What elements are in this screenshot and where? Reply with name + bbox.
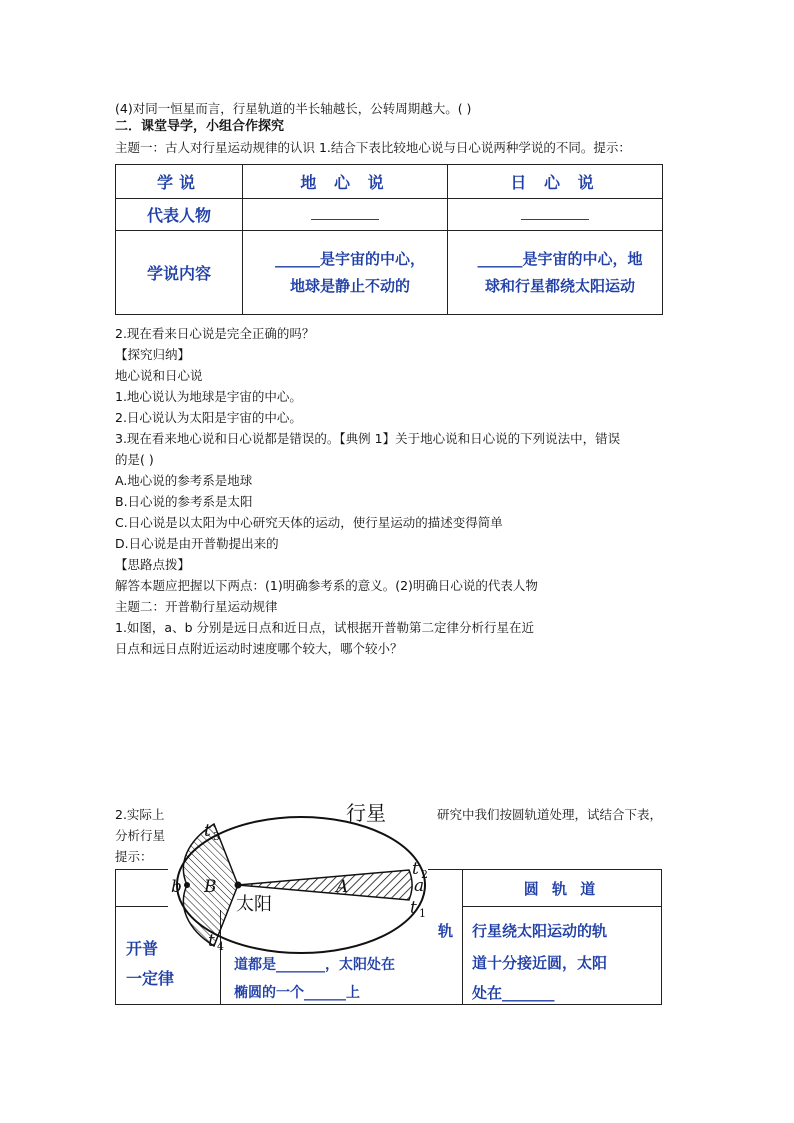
- header-geocentric: 地 心 说: [243, 165, 448, 199]
- topic-two-q1-cont: 日点和远日点附近运动时速度哪个较大，哪个较小？: [115, 641, 403, 656]
- summary-title: 地心说和日心说: [115, 368, 203, 383]
- svg-text:t: t: [412, 859, 419, 879]
- summary-heading: 【探究归纳】: [115, 347, 191, 362]
- header-circular-orbit: 圆 轨 道: [523, 880, 600, 898]
- question-4: (4)对同一恒星而言，行星轨道的半长轴越长，公转周期越大。( ): [115, 101, 472, 116]
- point-b-marker: [184, 882, 190, 888]
- hint-heading: 【思路点拨】: [115, 557, 191, 572]
- svg-text:t: t: [410, 898, 417, 918]
- circle-text-3: 处在_______: [472, 984, 555, 1002]
- option-a: A.地心说的参考系是地球: [115, 473, 253, 488]
- option-b: B.日心说的参考系是太阳: [115, 494, 253, 509]
- row-representative: 代表人物: [116, 199, 243, 231]
- option-c: C.日心说是以太阳为中心研究天体的运动，使行星运动的描述变得简单: [115, 515, 503, 530]
- circle-text-1: 行星绕太阳运动的轨: [472, 922, 608, 940]
- summary-item-1: 1.地心说认为地球是宇宙的中心。: [115, 389, 302, 404]
- ellipse-text-1: 道都是_______，太阳处在: [234, 957, 395, 973]
- orbit-fragment: 轨: [438, 922, 454, 940]
- topic-two-q2-start: 2.实际上: [115, 807, 165, 822]
- row-content: 学说内容: [116, 231, 243, 315]
- circle-text-2: 道十分接近圆，太阳: [472, 954, 608, 972]
- topic-two-q2-line2: 分析行星: [115, 828, 166, 843]
- heliocentric-representative-blank[interactable]: [448, 199, 663, 231]
- planet-label: 行星: [346, 801, 386, 825]
- summary-item-2: 2.日心说认为太阳是宇宙的中心。: [115, 410, 302, 425]
- sun-label: 太阳: [236, 894, 272, 915]
- example-1-cont: 的是( ): [115, 452, 154, 467]
- point-a-label: a: [414, 876, 425, 896]
- header-theory: 学说: [116, 165, 243, 199]
- geocentric-representative-blank[interactable]: [243, 199, 448, 231]
- hint-text: 解答本题应把握以下两点：(1)明确参考系的意义。(2)明确日心说的代表人物: [115, 578, 538, 593]
- question-2: 2.现在看来日心说是完全正确的吗？: [115, 326, 315, 341]
- area-b-label: B: [204, 877, 217, 897]
- orbit-diagram: [162, 796, 442, 956]
- svg-text:2: 2: [421, 868, 428, 881]
- kepler-law-label-1: 开普: [126, 939, 159, 958]
- svg-text:1: 1: [419, 907, 426, 920]
- option-d: D.日心说是由开普勒提出来的: [115, 536, 279, 551]
- comparison-table: [115, 164, 663, 315]
- section-heading: 二．课堂导学，小组合作探究: [115, 119, 285, 134]
- hint-label: 提示：: [115, 849, 153, 864]
- area-a-label: A: [336, 877, 349, 897]
- ellipse-text-2: 椭圆的一个______上: [234, 985, 360, 1001]
- svg-text:t: t: [204, 821, 211, 841]
- geocentric-content: ______是宇宙的中心， 地球是静止不动的: [243, 231, 448, 315]
- point-b-label: b: [171, 877, 182, 897]
- svg-text:4: 4: [217, 940, 224, 953]
- topic-two-heading: 主题二：开普勒行星运动规律: [115, 599, 278, 614]
- sun-point: [235, 882, 242, 889]
- topic-one-prompt: 主题一：古人对行星运动规律的认识 1.结合下表比较地心说与日心说两种学说的不同。提示：: [115, 140, 631, 155]
- heliocentric-content: ______是宇宙的中心，地 球和行星都绕太阳运动: [448, 231, 663, 315]
- kepler-law-label-2: 一定律: [126, 969, 175, 988]
- topic-two-q1: 1.如图，a、b 分别是远日点和近日点，试根据开普勒第二定律分析行星在近: [115, 620, 534, 635]
- svg-text:3: 3: [213, 830, 220, 843]
- svg-text:t: t: [208, 931, 215, 951]
- example-1: 3.现在看来地心说和日心说都是错误的。【典例 1】关于地心说和日心说的下列说法中，错误: [115, 431, 621, 446]
- header-heliocentric: 日 心 说: [448, 165, 663, 199]
- topic-two-q2-end: 研究中我们按圆轨道处理，试结合下表，: [437, 807, 663, 822]
